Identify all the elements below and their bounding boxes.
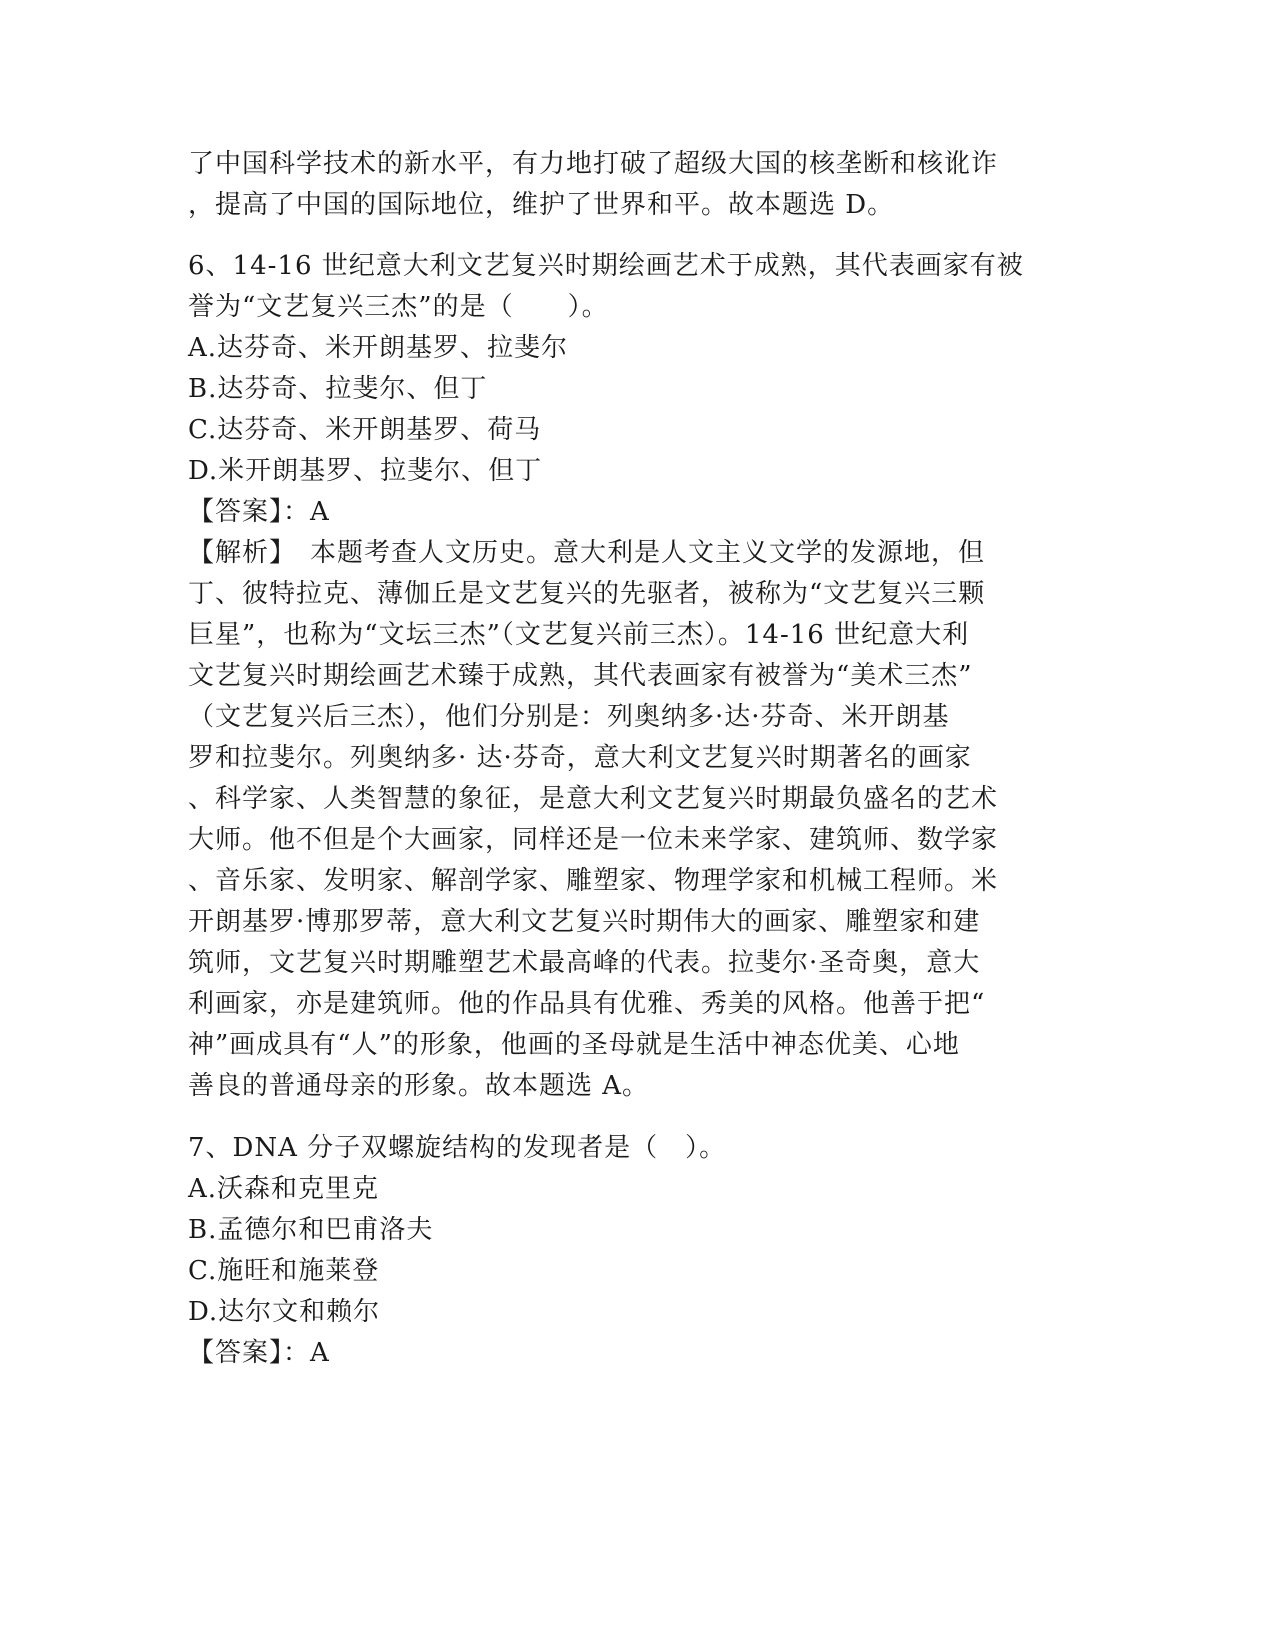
question-6-option-b: B.达芬奇、拉斐尔、但丁 [188, 374, 488, 404]
question-7-option-c: C.施旺和施莱登 [188, 1256, 380, 1286]
question-6-analysis-line: 神”画成具有“人”的形象，他画的圣母就是生活中神态优美、心地 [188, 1030, 960, 1060]
question-7-option-a: A.沃森和克里克 [188, 1174, 380, 1204]
question-6-analysis-line: 丁、彼特拉克、薄伽丘是文艺复兴的先驱者，被称为“文艺复兴三颗 [188, 579, 986, 609]
question-6-analysis-line: 、音乐家、发明家、解剖学家、雕塑家、物理学家和机械工程师。米 [188, 866, 999, 896]
question-6-option-d: D.米开朗基罗、拉斐尔、但丁 [188, 456, 543, 486]
question-6-stem-line-2: 誉为“文艺复兴三杰”的是（ ）。 [188, 292, 609, 322]
question-6-analysis-line: 罗和拉斐尔。列奥纳多· 达·芬奇，意大利文艺复兴时期著名的画家 [188, 743, 972, 773]
question-6-analysis-line: 【解析】 本题考查人文历史。意大利是人文主义文学的发源地，但 [188, 538, 986, 568]
question-6-answer: 【答案】：A [188, 497, 330, 527]
question-6-analysis-line: 大师。他不但是个大画家，同样还是一位未来学家、建筑师、数学家 [188, 825, 999, 855]
question-6-analysis-line: 开朗基罗·博那罗蒂，意大利文艺复兴时期伟大的画家、雕塑家和建 [188, 907, 981, 937]
question-7-answer: 【答案】：A [188, 1338, 330, 1368]
question-7-stem-line-1: 7、DNA 分子双螺旋结构的发现者是（ ）。 [188, 1133, 727, 1163]
question-6-option-a: A.达芬奇、米开朗基罗、拉斐尔 [188, 333, 569, 363]
question-6-analysis-line: 巨星”，也称为“文坛三杰”（文艺复兴前三杰）。14-16 世纪意大利 [188, 620, 970, 650]
question-6-option-c: C.达芬奇、米开朗基罗、荷马 [188, 415, 542, 445]
question-6-stem-line-1: 6、14-16 世纪意大利文艺复兴时期绘画艺术于成熟，其代表画家有被 [188, 251, 1024, 281]
question-7-option-b: B.孟德尔和巴甫洛夫 [188, 1215, 434, 1245]
question-7-option-d: D.达尔文和赖尔 [188, 1297, 381, 1327]
question-6-analysis-line: 、科学家、人类智慧的象征，是意大利文艺复兴时期最负盛名的艺术 [188, 784, 999, 814]
continuation-line-1: 了中国科学技术的新水平，有力地打破了超级大国的核垄断和核讹诈 [188, 149, 999, 179]
question-6-analysis-line: （文艺复兴后三杰），他们分别是：列奥纳多·达·芬奇、米开朗基 [188, 702, 950, 732]
question-6-analysis-line: 文艺复兴时期绘画艺术臻于成熟，其代表画家有被誉为“美术三杰” [188, 661, 973, 691]
continuation-line-2: ，提高了中国的国际地位，维护了世界和平。故本题选 D。 [188, 190, 895, 220]
question-6-analysis-line: 筑师，文艺复兴时期雕塑艺术最高峰的代表。拉斐尔·圣奇奥，意大 [188, 948, 981, 978]
question-6-analysis-line: 善良的普通母亲的形象。故本题选 A。 [188, 1071, 650, 1101]
question-6-analysis-line: 利画家，亦是建筑师。他的作品具有优雅、秀美的风格。他善于把“ [188, 989, 986, 1019]
